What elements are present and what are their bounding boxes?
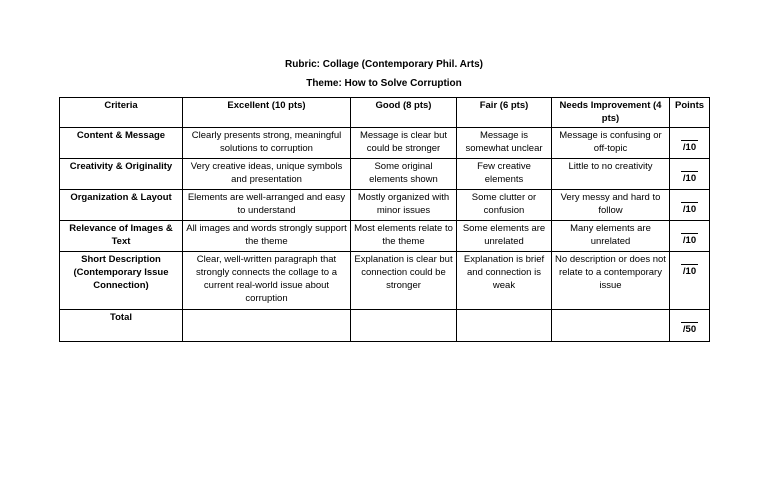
points-cell [670, 221, 710, 252]
empty-cell [552, 310, 670, 342]
needs-cell: Very messy and hard to follow [552, 190, 670, 221]
score-blank[interactable] [681, 258, 698, 265]
points-max: /10 [682, 235, 697, 246]
points-max: /10 [682, 266, 697, 277]
rubric-table [59, 97, 710, 342]
points-max: /10 [682, 142, 697, 153]
good-cell: Most elements relate to the theme [351, 221, 457, 252]
needs-cell: Many elements are unrelated [552, 221, 670, 252]
excellent-cell: Very creative ideas, unique symbols and presentation [183, 159, 351, 190]
fair-cell: Explanation is brief and connection is weak [457, 252, 552, 310]
fair-cell: Some elements are unrelated [457, 221, 552, 252]
table-row [60, 128, 710, 159]
points-cell [670, 190, 710, 221]
header-good: Good (8 pts) [351, 98, 457, 128]
table-row [60, 252, 710, 310]
needs-cell: Little to no creativity [552, 159, 670, 190]
empty-cell [183, 310, 351, 342]
criteria-cell: Relevance of Images & Text [60, 221, 183, 252]
needs-cell: Message is confusing or off-topic [552, 128, 670, 159]
table-row [60, 159, 710, 190]
header-row [60, 98, 710, 128]
criteria-cell: Organization & Layout [60, 190, 183, 221]
fair-cell: Some clutter or confusion [457, 190, 552, 221]
header-excellent: Excellent (10 pts) [183, 98, 351, 128]
document-theme: Theme: How to Solve Corruption [306, 78, 462, 89]
table-row [60, 190, 710, 221]
criteria-cell: Content & Message [60, 128, 183, 159]
total-label: Total [60, 310, 183, 342]
header-needs-improvement: Needs Improvement (4 pts) [552, 98, 670, 128]
table-row [60, 221, 710, 252]
good-cell: Mostly organized with minor issues [351, 190, 457, 221]
total-score-blank[interactable] [681, 316, 698, 323]
criteria-cell: Short Description (Contemporary Issue Connection) [60, 252, 183, 310]
header-criteria: Criteria [60, 98, 183, 128]
score-blank[interactable] [681, 196, 698, 203]
header-points: Points [670, 98, 710, 128]
score-blank[interactable] [681, 227, 698, 234]
score-blank[interactable] [681, 134, 698, 141]
fair-cell: Message is somewhat unclear [457, 128, 552, 159]
good-cell: Explanation is clear but connection could be stronger [351, 252, 457, 310]
points-max: /10 [682, 204, 697, 215]
excellent-cell: Elements are well-arranged and easy to understand [183, 190, 351, 221]
excellent-cell: Clear, well-written paragraph that strongly connects the collage to a current real-world issue about corruption [183, 252, 351, 310]
total-row [60, 310, 710, 342]
points-max: /10 [682, 173, 697, 184]
score-blank[interactable] [681, 165, 698, 172]
excellent-cell: Clearly presents strong, meaningful solutions to corruption [183, 128, 351, 159]
empty-cell [457, 310, 552, 342]
needs-cell: No description or does not relate to a contemporary issue [552, 252, 670, 310]
empty-cell [351, 310, 457, 342]
points-cell [670, 252, 710, 310]
fair-cell: Few creative elements [457, 159, 552, 190]
document-title: Rubric: Collage (Contemporary Phil. Arts) [285, 59, 483, 70]
header-fair: Fair (6 pts) [457, 98, 552, 128]
excellent-cell: All images and words strongly support the theme [183, 221, 351, 252]
points-cell [670, 128, 710, 159]
criteria-cell: Creativity & Originality [60, 159, 183, 190]
total-points-cell [670, 310, 710, 342]
good-cell: Some original elements shown [351, 159, 457, 190]
total-points-max: /50 [682, 324, 697, 335]
points-cell [670, 159, 710, 190]
good-cell: Message is clear but could be stronger [351, 128, 457, 159]
